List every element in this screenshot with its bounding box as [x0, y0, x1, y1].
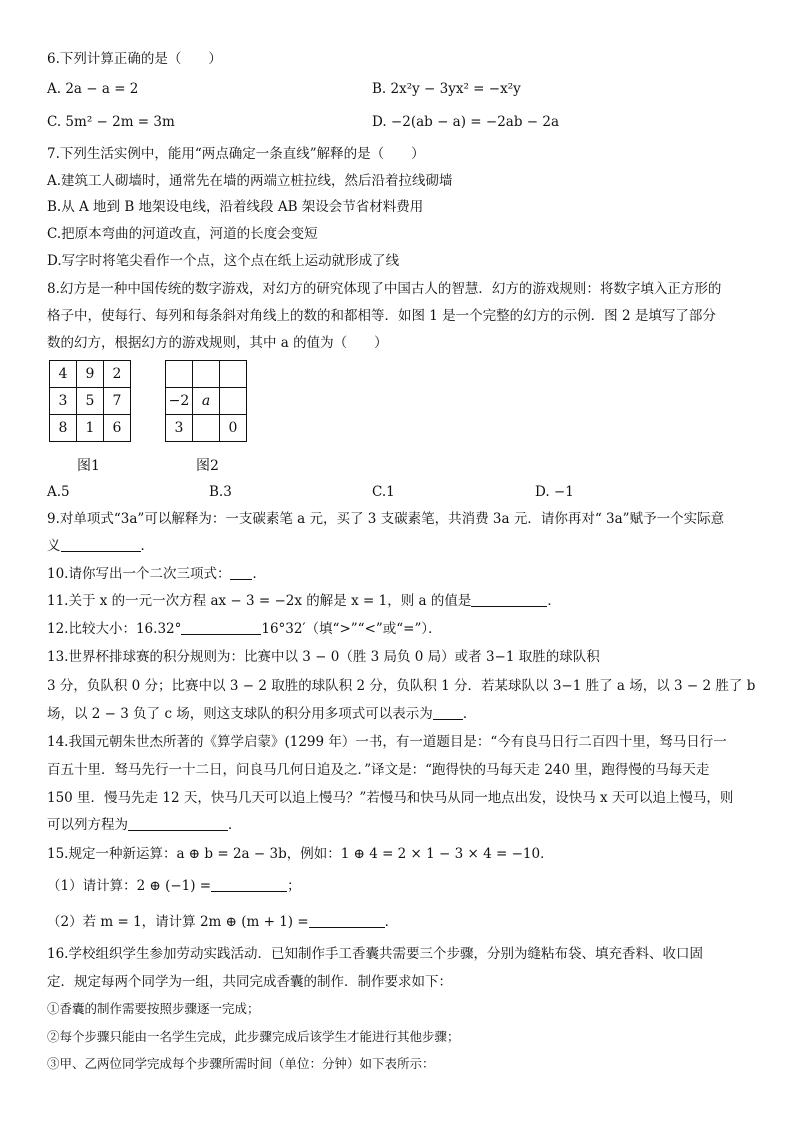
- magic-square-figure-2: [165, 360, 247, 442]
- grid1-cell: 8: [50, 415, 77, 442]
- q9-answer-blank[interactable]: [61, 537, 141, 552]
- q12-text: 12.比较大小：16.32°: [47, 621, 182, 637]
- q7-option-d: D.写字时将笔尖看作一个点，这个点在纸上运动就形成了线: [47, 253, 400, 269]
- q16-requirement-3: ③甲、乙两位同学完成每个步骤所需时间（单位：分钟）如下表所示：: [47, 1056, 435, 1071]
- q6-option-d: D. −2(ab − a) = −2ab − 2a: [372, 114, 560, 130]
- q14-line-4-text: 可以列方程为: [47, 817, 128, 833]
- q11-end: ．: [547, 593, 561, 609]
- q9-end: ．: [140, 538, 154, 554]
- q10-end: ．: [252, 566, 266, 582]
- grid1-cell: 7: [104, 388, 131, 415]
- q10-text: 10.请你写出一个二次三项式：: [47, 566, 231, 582]
- figure-2-caption: 图2: [196, 458, 219, 474]
- q16-requirement-2: ②每个步骤只能由一名学生完成，此步骤完成后该学生才能进行其他步骤；: [47, 1029, 460, 1044]
- q13-line-2: 3 分，负队积 0 分；比赛中以 3 − 2 取胜的球队积 2 分，负队积 1 分．若某球队以 3−1 胜了 a 场，以 3 − 2 胜了 b: [47, 678, 756, 694]
- grid1-cell: 4: [50, 361, 77, 388]
- grid1-cell: 6: [104, 415, 131, 442]
- q6-option-b: B. 2x²y − 3yx² = −x²y: [372, 81, 521, 97]
- q7-option-b: B.从 A 地到 B 地架设电线，沿着线段 AB 架设会节省材料费用: [47, 199, 424, 215]
- q6-stem: 6.下列计算正确的是（ ）: [47, 51, 222, 67]
- q15-part-2-text: （2）若 m = 1，请计算 2m ⊕ (m + 1) =: [47, 914, 309, 930]
- q13-line-3-text: 场，以 2 − 3 负了 c 场，则这支球队的积分用多项式可以表示为: [47, 706, 433, 722]
- q15-part-2-blank[interactable]: [309, 913, 385, 928]
- grid1-row: [50, 388, 131, 415]
- grid1-cell: 2: [104, 361, 131, 388]
- q16-line-1: 16.学校组织学生参加劳动实践活动．已知制作手工香囊共需要三个步骤，分别为缝粘布袋、填充香料、收口固: [47, 946, 703, 962]
- grid2-row: [166, 388, 247, 415]
- grid2-cell: [220, 388, 247, 415]
- grid2-cell: a: [193, 388, 220, 415]
- q15-part-1-blank[interactable]: [211, 877, 287, 892]
- q7-stem: 7.下列生活实例中，能用“两点确定一条直线”解释的是（ ）: [47, 146, 425, 162]
- grid2-cell: 0: [220, 415, 247, 442]
- q14-end: ．: [228, 817, 242, 833]
- grid1-cell: 5: [77, 388, 104, 415]
- grid1-cell: 1: [77, 415, 104, 442]
- q16-line-2: 定．规定每两个同学为一组，共同完成香囊的制作．制作要求如下：: [47, 974, 452, 990]
- q16-requirement-1: ①香囊的制作需要按照步骤逐一完成；: [47, 1001, 260, 1016]
- q13-answer-blank[interactable]: [433, 705, 463, 720]
- grid2-row: [166, 415, 247, 442]
- grid1-row: [50, 415, 131, 442]
- q13-line-3: [47, 705, 476, 723]
- q8-line-1: 8.幻方是一种中国传统的数字游戏，对幻方的研究体现了中国古人的智慧．幻方的游戏规则：将数字填入正方形的: [47, 281, 722, 297]
- grid2-cell: −2: [166, 388, 193, 415]
- q14-line-4: [47, 816, 242, 834]
- q14-line-3: 150 里．慢马先走 12 天，快马几天可以追上慢马？”若慢马和快马从同一地点出发，设快马 x 天可以追上慢马，则: [47, 790, 734, 806]
- grid2-cell: [166, 361, 193, 388]
- q14-line-2: 百五十里．驽马先行一十二日，问良马几何日追及之．”译文是：“跑得快的马每天走 240 里，跑得慢的马每天走: [47, 762, 710, 778]
- grid1-cell: 9: [77, 361, 104, 388]
- grid2-cell: [193, 361, 220, 388]
- q13-end: ．: [462, 706, 477, 722]
- q12: [47, 620, 442, 638]
- q11: [47, 592, 561, 610]
- q8-line-3: 数的幻方，根据幻方的游戏规则，其中 a 的值为（ ）: [47, 335, 388, 351]
- q8-option-b: B.3: [209, 484, 232, 500]
- q13-line-1: 13.世界杯排球赛的积分规则为：比赛中以 3 − 0（胜 3 局负 0 局）或者 3−1 取胜的球队积: [47, 649, 600, 665]
- q6-option-c: C. 5m² − 2m = 3m: [47, 114, 175, 130]
- q9-line-2: [47, 537, 154, 555]
- q6-option-a: A. 2a − a = 2: [47, 81, 139, 97]
- q8-option-c: C.1: [372, 484, 395, 500]
- magic-square-figure-1: [49, 360, 131, 442]
- grid1-cell: 3: [50, 388, 77, 415]
- q15-part-1: [47, 877, 301, 895]
- grid1-row: [50, 361, 131, 388]
- grid2-cell: [193, 415, 220, 442]
- q9-line-1: 9.对单项式“3a”可以解释为：一支碳素笔 a 元，买了 3 支碳素笔，共消费 3a 元．请你再对“ 3a”赋予一个实际意: [47, 511, 725, 527]
- q8-line-2: 格子中，使每行、每列和每条斜对角线上的数的和都相等．如图 1 是一个完整的幻方的示例．图 2 是填写了部分: [47, 308, 716, 324]
- q10-answer-blank[interactable]: [230, 565, 252, 580]
- q15-part-2: [47, 913, 398, 931]
- q8-option-a: A.5: [47, 484, 70, 500]
- q9-line-2-text: 义: [47, 538, 61, 554]
- grid2-cell: 3: [166, 415, 193, 442]
- q7-option-c: C.把原本弯曲的河道改直，河道的长度会变短: [47, 226, 318, 242]
- q12-end: 16°32′（填“>”“<”或“=”）．: [261, 621, 442, 637]
- q15-part-1-end: ；: [287, 878, 301, 894]
- q15-line-1: 15.规定一种新运算：a ⊕ b = 2a − 3b，例如：1 ⊕ 4 = 2 × 1 − 3 × 4 = −10．: [47, 846, 554, 862]
- q12-answer-blank[interactable]: [181, 620, 261, 635]
- q15-part-1-text: （1）请计算：2 ⊕ (−1) =: [47, 878, 212, 894]
- q14-answer-blank[interactable]: [128, 816, 228, 831]
- q11-text: 11.关于 x 的一元一次方程 ax − 3 = −2x 的解是 x = 1，则 a 的值是: [47, 593, 472, 609]
- q11-answer-blank[interactable]: [471, 592, 547, 607]
- q7-option-a: A.建筑工人砌墙时，通常先在墙的两端立桩拉线，然后沿着拉线砌墙: [47, 173, 453, 189]
- figure-1-caption: 图1: [77, 458, 100, 474]
- q10: [47, 565, 266, 583]
- q14-line-1: 14.我国元朝朱世杰所著的《算学启蒙》(1299 年）一书，有一道题目是：“今有良马日行二百四十里，驽马日行一: [47, 734, 727, 750]
- grid2-cell: [220, 361, 247, 388]
- q8-option-d: D. −1: [535, 484, 574, 500]
- grid2-row: [166, 361, 247, 388]
- q15-part-2-end: ．: [384, 914, 399, 930]
